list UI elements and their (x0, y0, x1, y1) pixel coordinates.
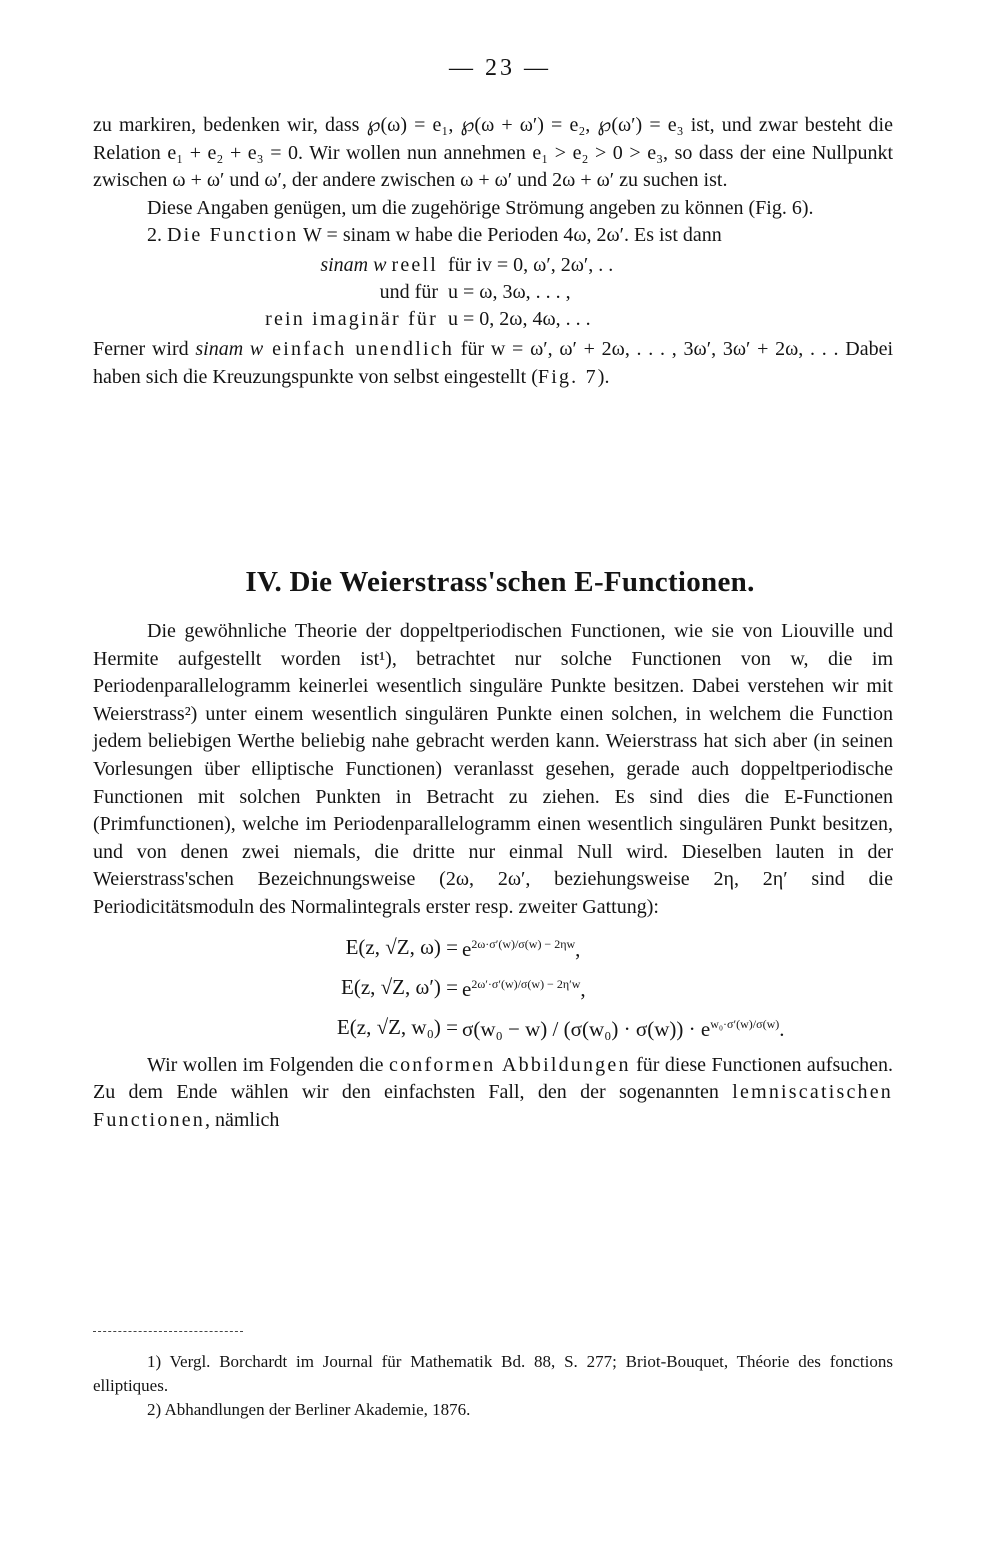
paragraph-6: Wir wollen im Folgenden die conformen Abbildungen für diese Functionen aufsuchen. Zu dem Ende wählen wir den einfachsten Fall, den der sogenannten lemniscatischen Functionen, nämlich (93, 1053, 893, 1131)
formula-base: e (462, 977, 472, 1002)
footnote-2: 2) Abhandlungen der Berliner Akademie, 1876. (147, 1400, 471, 1419)
spaced-term: conformen Abbildungen (389, 1053, 631, 1076)
case-condition: für iv = 0, ω′, 2ω′, . . (448, 253, 614, 276)
body-text-bottom (93, 618, 893, 1134)
spaced-term: lemniscatischen Functionen (93, 1081, 893, 1131)
formula-exponent: 2ω·σ′(w)/σ(w) − 2ηw (471, 937, 576, 952)
formula-base: e (462, 937, 472, 962)
case-function: sinam w (320, 253, 392, 276)
formula-lhs: E(z, √Z, ω) = (345, 934, 458, 959)
formula-exponent: w₀·σ′(w)/σ(w) (710, 1017, 780, 1032)
formula-row: E(z, √Z, w₀) = $\sigma(w_0 - w) / (\sigma(w_0) \cdot \sigma(w)) \cdot e^{w_0\cdot\sigma'(w)/\sigma(w)}$. (93, 1008, 893, 1048)
formula-lhs: E(z, √Z, ω′) = (341, 974, 458, 999)
formula-block (93, 928, 893, 1048)
case-list (93, 252, 893, 333)
paragraph-5: Die gewöhnliche Theorie der doppeltperiodischen Functionen, wie sie von Liouville und Hermite aufgestellt worden ist¹), betrachtet nur solche Functionen von w, die im Periodenparallelogramm keinerlei wesentlich singuläre Punkte besitzen. Dabei verstehen wir mit Weierstrass²) unter einem wesentlich singulären Punkte einen solchen, in welchem die Function jedem beliebigen Werthe beliebig nahe gebracht werden kann. Weierstrass hat sich aber (in seinen Vorlesungen über elliptische Functionen) veranlasst gesehen, gerade auch doppeltperiodische Functionen mit solchen Punkten in Betracht zu ziehen. Es sind dies die E-Functionen (Primfunctionen), welche im Periodenparallelogramm einen wesentlich singulären Punkt besitzen, und von denen zwei niemals, die dritte nur einmal Null wird. Dieselben lauten in der Weierstrass'schen Bezeichnungsweise (2ω, 2ω′, beziehungsweise 2η, 2η′ sind die Periodicitätsmoduln des Normalintegrals erster resp. zweiter Gattung): (93, 620, 893, 918)
case-label: reell (391, 253, 438, 276)
formula-lhs: E(z, √Z, w₀) = (336, 1014, 458, 1039)
paragraph-3 (93, 222, 893, 250)
paragraph-4: Ferner wird sinam w einfach unendlich für w = ω′, ω′ + 2ω, . . . , 3ω′, 3ω′ + 2ω, . . . Dabei haben sich die Kreuzungspunkte von selbst eingestellt (Fig. 7). (93, 337, 894, 388)
spaced-term: einfach unendlich (263, 337, 455, 360)
section-heading: IV. Die Weierstrass'schen E-Functionen. (245, 566, 755, 598)
case-label: rein imaginär für (265, 307, 438, 330)
paragraph-2: Diese Angaben genügen, um die zugehörige Strömung angeben zu können (Fig. 6). (147, 196, 814, 219)
body-text-top (93, 112, 893, 391)
case-label: und für (379, 280, 438, 303)
footnotes (93, 1350, 893, 1422)
figure-ref: Fig. 7 (537, 365, 598, 388)
formula-base: σ(w₀ − w) / (σ(w₀) · σ(w)) · e (462, 1017, 711, 1042)
formula-exponent: 2ω′·σ′(w)/σ(w) − 2η′w (471, 977, 581, 992)
item-number: 2. (147, 224, 167, 247)
case-condition: u = 0, 2ω, 4ω, . . . (448, 307, 591, 330)
case-row (93, 279, 893, 306)
footnote-divider (93, 1331, 243, 1332)
case-condition: u = ω, 3ω, . . . , (448, 280, 571, 303)
page-number: — 23 — (449, 55, 551, 81)
paragraph-1: zu markiren, bedenken wir, dass ℘(ω) = e₁, ℘(ω + ω′) = e₂, ℘(ω′) = e₃ ist, und zwar besteht die Relation e₁ + e₂ + e₃ = 0. Wir wollen nun annehmen e₁ > e₂ > 0 > e₃, so dass der eine Nullpunkt zwischen ω + ω′ und ω′, der andere zwischen ω + ω′ und 2ω + ω′ zu suchen ist. (93, 114, 893, 192)
spaced-term: Die Function (167, 224, 299, 247)
formula-row: E(z, √Z, ω′) = $e^{2\omega'\cdot\sigma'(w)/\sigma(w) - 2\eta'w}$, (93, 968, 893, 1008)
function-name: sinam w (195, 337, 264, 360)
case-row (93, 306, 893, 333)
paragraph-3-rest: W = sinam w habe die Perioden 4ω, 2ω′. Es ist dann (298, 224, 722, 247)
footnote-1: 1) Vergl. Borchardt im Journal für Mathematik Bd. 88, S. 277; Briot-Bouquet, Théorie des fonctions elliptiques. (93, 1352, 893, 1395)
case-row (93, 252, 893, 279)
formula-row: E(z, √Z, ω) = $e^{2\omega\cdot\sigma'(w)/\sigma(w) - 2\eta w}$, (93, 928, 893, 968)
